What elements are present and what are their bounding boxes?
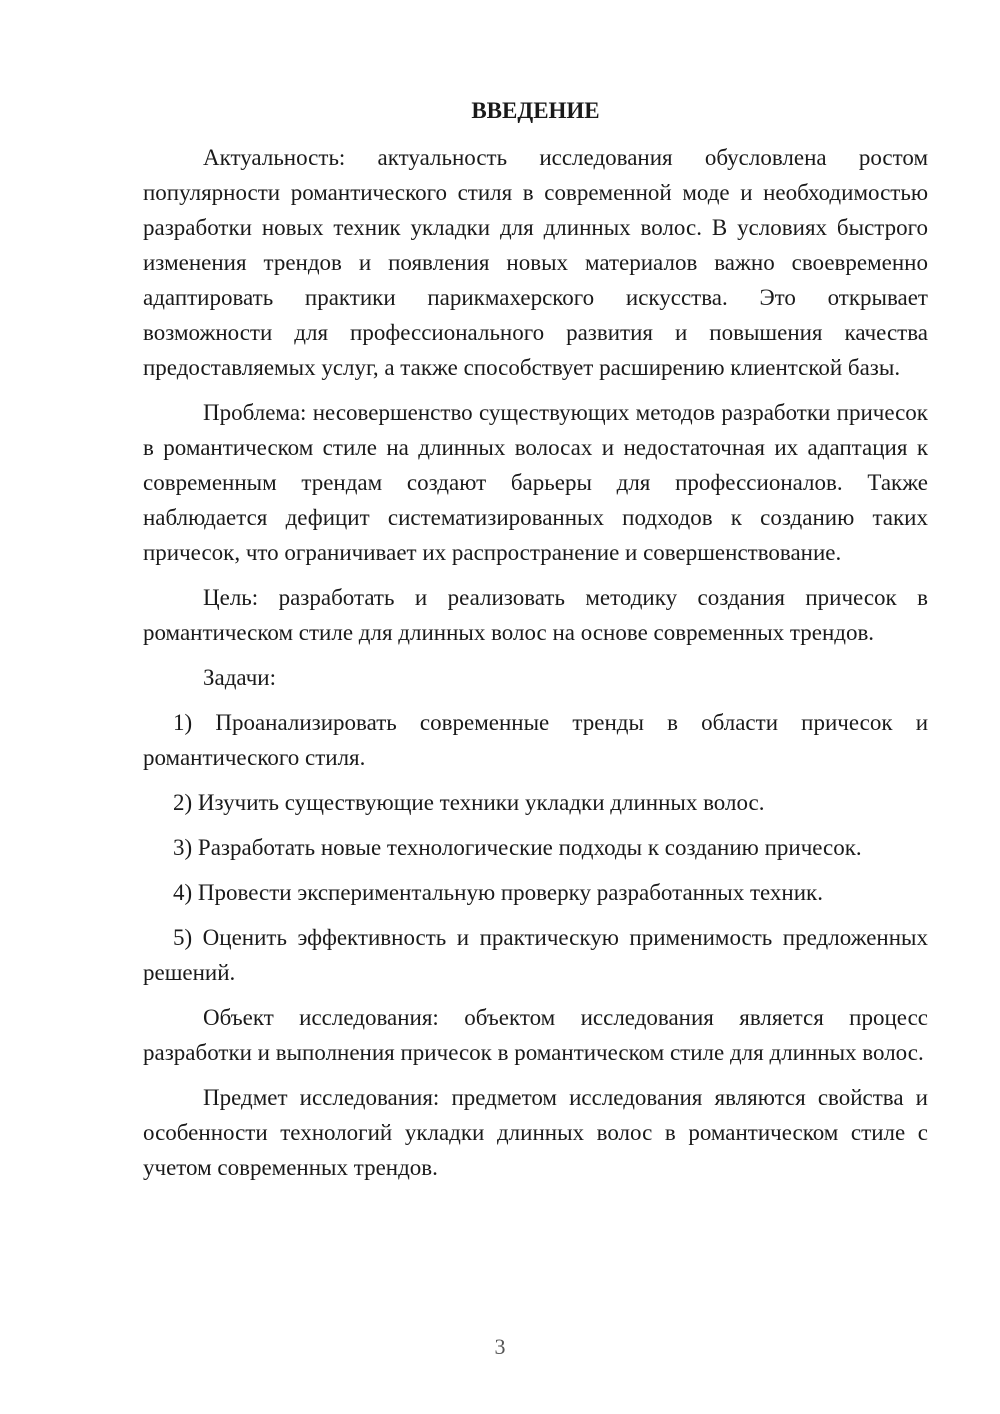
- problem-paragraph: Проблема: несовершенство существующих методов разработки причесок в романтическом стиле на длинных волосах и недостаточная их адаптация к современным трендам создают барьеры для профессионалов. Также наблюдается дефицит систематизированных подходов к созданию таких причесок, что ограничивает их распространение и совершенствование.: [143, 400, 928, 565]
- tasks-label: Задачи:: [203, 665, 276, 690]
- section-heading: ВВЕДЕНИЕ: [471, 98, 600, 123]
- relevance-paragraph: Актуальность: актуальность исследования обусловлена ростом популярности романтического стиля в современной моде и необходимостью разработки новых техник укладки для длинных волос. В условиях быстрого изменения трендов и появления новых материалов важно своевременно адаптировать практики парикмахерского искусства. Это открывает возможности для профессионального развития и повышения качества предоставляемых услуг, а также способствует расширению клиентской базы.: [143, 145, 928, 380]
- object-paragraph: Объект исследования: объектом исследования является процесс разработки и выполнения причесок в романтическом стиле для длинных волос.: [143, 1005, 928, 1065]
- task-item-1: 1) Проанализировать современные тренды в области причесок и романтического стиля.: [143, 710, 928, 770]
- task-item-3: 3) Разработать новые технологические подходы к созданию причесок.: [173, 835, 862, 860]
- page-number: 3: [494, 1334, 506, 1359]
- task-item-4: 4) Провести экспериментальную проверку разработанных техник.: [173, 880, 823, 905]
- subject-paragraph: Предмет исследования: предметом исследования являются свойства и особенности технологий укладки длинных волос в романтическом стиле с учетом современных трендов.: [143, 1085, 928, 1180]
- goal-paragraph: Цель: разработать и реализовать методику создания причесок в романтическом стиле для длинных волос на основе современных трендов.: [143, 585, 928, 645]
- page-content: [143, 93, 928, 1195]
- task-item-2: 2) Изучить существующие техники укладки длинных волос.: [173, 790, 765, 815]
- task-item-5: 5) Оценить эффективность и практическую применимость предложенных решений.: [143, 925, 928, 985]
